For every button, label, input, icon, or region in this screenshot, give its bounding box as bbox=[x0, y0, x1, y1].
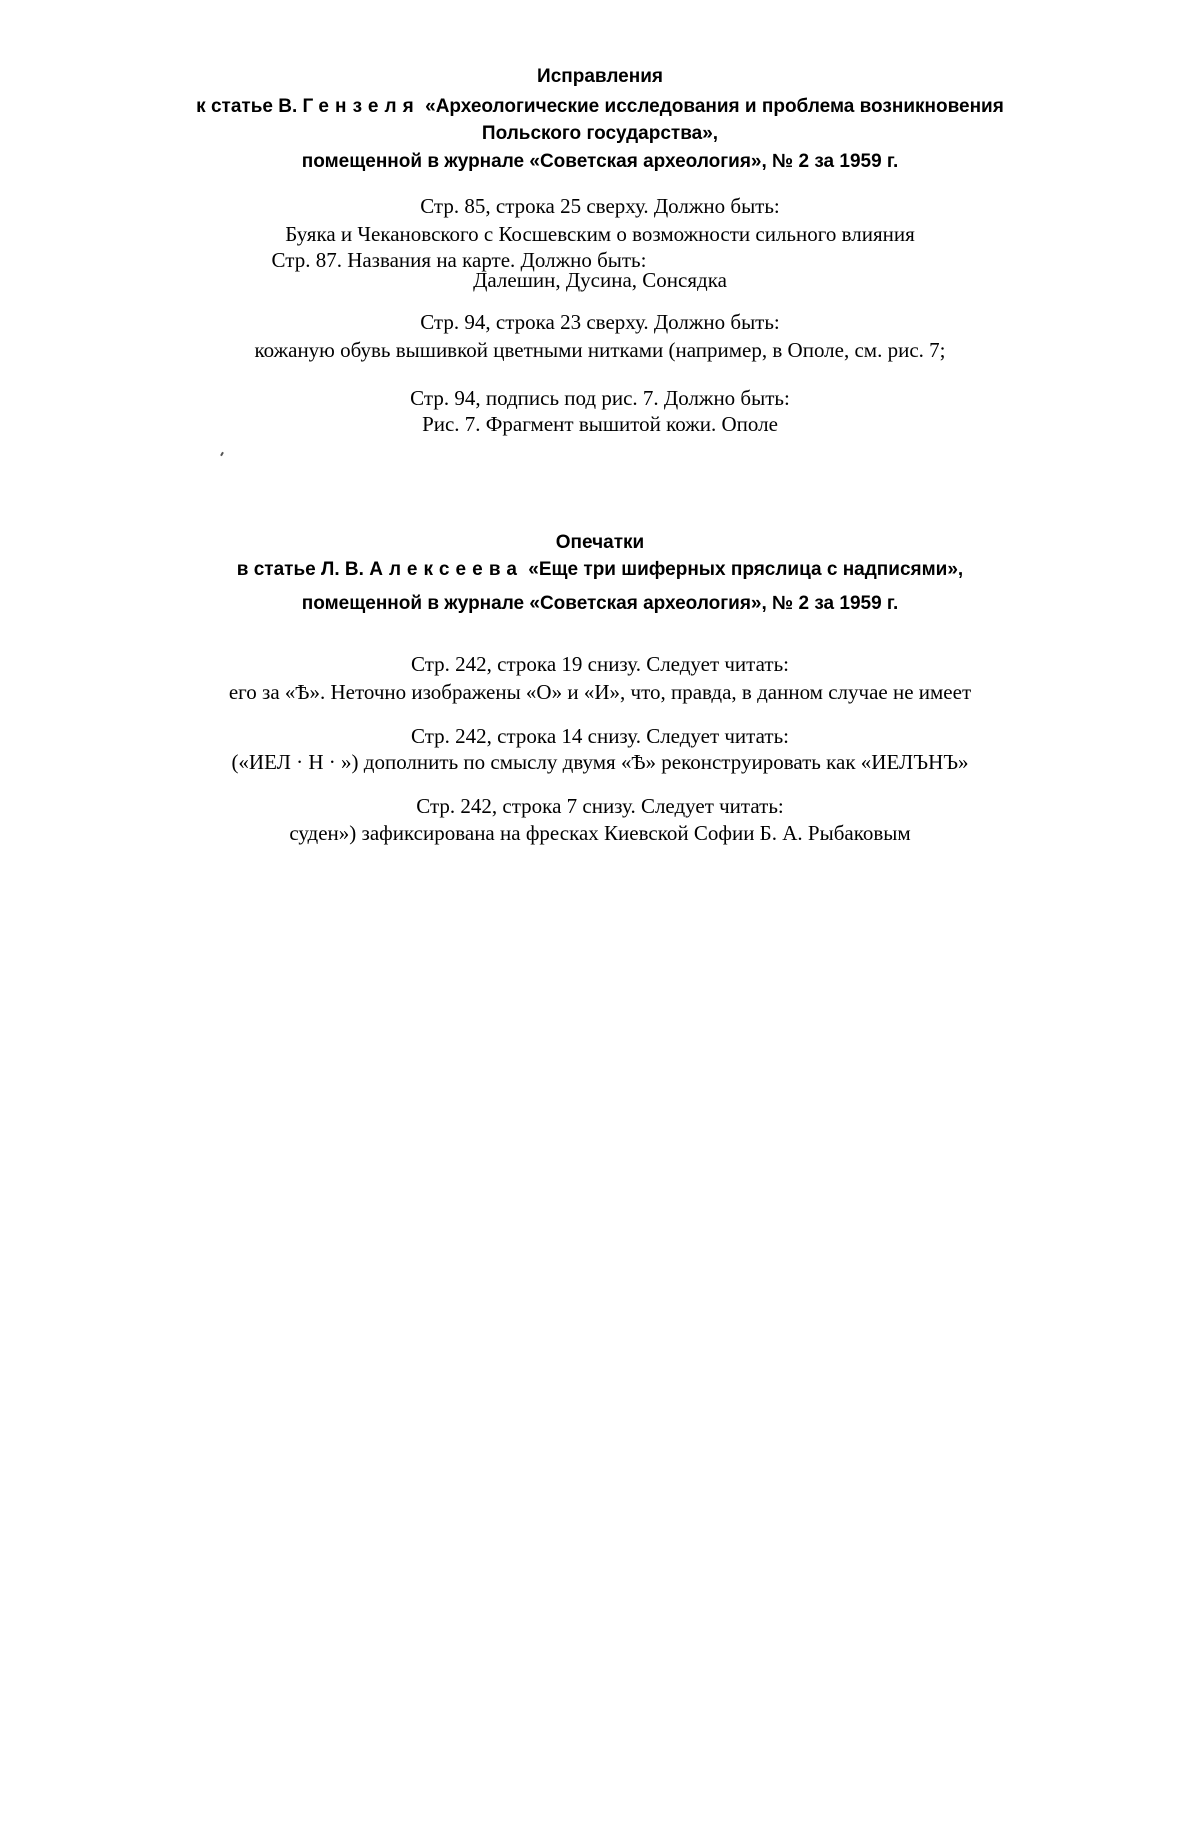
correction-text: Буяка и Чекановского с Косшевским о возможности сильного влияния bbox=[285, 222, 915, 246]
corrections-subtitle-line3: помещенной в журнале «Советская археология», № 2 за 1959 г. bbox=[301, 151, 899, 172]
scan-speck bbox=[220, 452, 224, 456]
corrections-subtitle bbox=[0, 97, 1200, 116]
misprint-ref: Стр. 242, строка 7 снизу. Следует читать: bbox=[416, 794, 784, 818]
correction-ref: Стр. 87. Названия на карте. Должно быть: bbox=[271, 248, 647, 272]
misprint-text: его за «Ѣ». Неточно изображены «О» и «И», что, правда, в данном случае не имеет bbox=[228, 680, 972, 704]
misprints-article-title: «Еще три шиферных пряслица с надписями», bbox=[528, 559, 964, 580]
misprint-text: («ИЕЛ · Н · ») дополнить по смыслу двумя «Ѣ» реконструировать как «ИЕЛЪНЪ» bbox=[231, 750, 969, 774]
correction-ref: Стр. 94, строка 23 сверху. Должно быть: bbox=[420, 310, 780, 334]
misprints-subtitle bbox=[0, 560, 1200, 579]
corrections-subtitle-line2: Польского государства», bbox=[481, 123, 719, 144]
misprint-ref: Стр. 242, строка 14 снизу. Следует читать: bbox=[411, 724, 789, 748]
misprints-author: Алексеева bbox=[369, 559, 523, 580]
correction-text: Рис. 7. Фрагмент вышитой кожи. Ополе bbox=[422, 412, 778, 436]
corrections-heading: Исправления bbox=[537, 66, 663, 87]
correction-text: кожаную обувь вышивкой цветными нитками (например, в Ополе, см. рис. 7; bbox=[254, 338, 946, 362]
corrections-article-title: «Археологические исследования и проблема возникновения bbox=[425, 96, 1004, 117]
misprints-subtitle-prefix: в статье Л. В. bbox=[236, 559, 364, 580]
misprints-subtitle-line2: помещенной в журнале «Советская археология», № 2 за 1959 г. bbox=[301, 593, 899, 614]
misprints-heading: Опечатки bbox=[555, 532, 645, 553]
misprint-ref: Стр. 242, строка 19 снизу. Следует читать: bbox=[411, 652, 789, 676]
misprint-text: суден») зафиксирована на фресках Киевской Софии Б. А. Рыбаковым bbox=[289, 821, 911, 845]
correction-ref: Стр. 94, подпись под рис. 7. Должно быть: bbox=[410, 386, 790, 410]
correction-ref: Стр. 85, строка 25 сверху. Должно быть: bbox=[420, 194, 780, 218]
corrections-author: Гензеля bbox=[302, 96, 420, 117]
correction-text: Далешин, Дусина, Сонсядка bbox=[473, 268, 727, 292]
corrections-subtitle-prefix: к статье В. bbox=[196, 96, 298, 117]
